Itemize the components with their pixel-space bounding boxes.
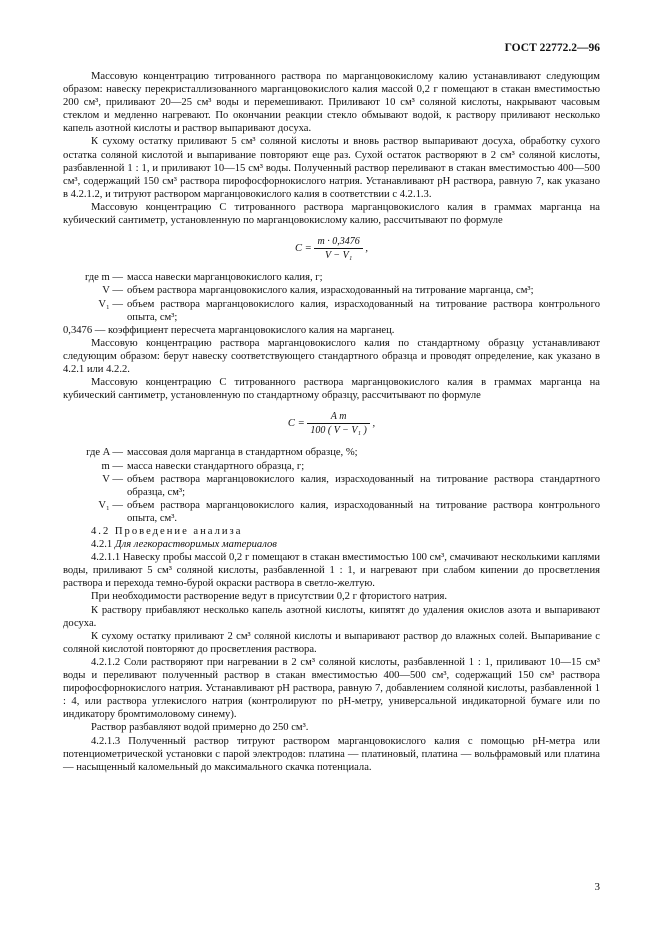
formula-numerator: m · 0,3476 bbox=[314, 235, 362, 249]
where-list-2 bbox=[63, 446, 600, 525]
paragraph: Массовую концентрацию раствора марганцовокислого калия по стандартному образцу устанавливают следующим образом: берут навеску соответствующего стандартного образца и проводят определение, как указано в 4.2.1 или 4.2.2. bbox=[63, 337, 600, 375]
where-item bbox=[63, 473, 600, 499]
paragraph: Раствор разбавляют водой примерно до 250 см³. bbox=[91, 722, 309, 734]
where-item bbox=[63, 446, 600, 459]
where-symbol: V₁ — bbox=[98, 298, 123, 310]
paragraph: К раствору прибавляют несколько капель азотной кислоты, кипятят до удаления окислов азота и выпаривают досуха. bbox=[63, 604, 600, 629]
section-heading: 4.2 Проведение анализа bbox=[91, 526, 243, 537]
formula-1 bbox=[63, 235, 600, 262]
page-number: 3 bbox=[594, 881, 600, 893]
formula-lhs: C = bbox=[294, 243, 312, 255]
paragraph: Массовую концентрацию C титрованного раствора марганцовокислого калия в граммах марганца на кубический сантиметр, установленную по стандартному образцу, рассчитывают по формуле bbox=[63, 377, 600, 402]
paragraph: 4.2.1.1 Навеску пробы массой 0,2 г помещают в стакан вместимостью 100 см³, смачивают несколькими каплями воды, приливают 5 см³ соляной кислоты, разбавленной 1 : 1, и нагревают при слабом кипении до просветления раствора и перехода темно-бурой окраски раствора в светло-желтую. bbox=[63, 552, 600, 590]
where-text: масса навески стандартного образца, г; bbox=[127, 460, 305, 472]
formula-2 bbox=[63, 410, 600, 437]
paragraph: 4.2.1.3 Полученный раствор титруют раствором марганцовокислого калия с помощью pH-метра или потенциометрической установки с парой электродов: платина — платиновый, платина — вольфрамовый или платина — насыщенный каломельный до максимального скачка потенциала. bbox=[63, 735, 600, 773]
where-symbol: V — bbox=[102, 285, 123, 297]
where-text: массовая доля марганца в стандартном образце, %; bbox=[127, 447, 358, 459]
document-body bbox=[63, 70, 600, 774]
where-item bbox=[63, 271, 600, 284]
where-symbol: где A — bbox=[86, 447, 123, 459]
where-symbol: где m — bbox=[84, 272, 123, 284]
paragraph: К сухому остатку приливают 2 см³ соляной кислоты и выпаривают раствор до влажных солей. Выпаривание с соляной кислотой повторяют до просветления раствора. bbox=[63, 630, 600, 655]
paragraph: К сухому остатку приливают 5 см³ соляной кислоты и вновь раствор выпаривают досуха, обработку сухого остатка соляной кислотой и выпаривание повторяют еще раз. Сухой остаток растворяют в 2 см³ соляной кислоты, разбавленной 1 : 1, и приливают 10—15 см³ воды. Полученный раствор переливают в стакан вместимостью 400—500 см³, содержащий 150 см³ раствора пирофосфорнокислого натрия. Устанавливают pH раствора, равную 7, как указано в 4.2.1.2, и титруют раствором марганцовокислого калия в соответствии с 4.2.1.3. bbox=[63, 136, 600, 200]
where-item bbox=[63, 298, 600, 324]
formula-denominator: V − V₁ bbox=[324, 250, 353, 262]
formula-fraction bbox=[314, 235, 362, 262]
where-text: объем раствора марганцовокислого калия, израсходованный на титрование раствора стандартного образца, см³; bbox=[127, 473, 600, 498]
where-item bbox=[63, 499, 600, 525]
formula-tail: , bbox=[372, 418, 376, 430]
where-text: объем раствора марганцовокислого калия, израсходованный на титрование раствора контрольного опыта, см³. bbox=[127, 499, 600, 524]
formula-numerator: A m bbox=[307, 410, 369, 424]
where-text: объем раствора марганцовокислого калия, израсходованный на титрование раствора контрольного опыта, см³; bbox=[127, 298, 600, 323]
paragraph: 4.2.1.2 Соли растворяют при нагревании в 2 см³ соляной кислоты, разбавленной 1 : 1, приливают 10—15 см³ воды и переливают полученный раствор в стакан вместимостью 400—500 см³, содержащий 150 см³ раствора пирофосфорнокислого натрия. Устанавливают pH раствора, равную 7, добавлением соляной кислоты, разбавленной 1 : 4, или раствора углекислого натрия (контролируют по pH-метру, универсальной индикаторной бумаге или по индикатору бромтимоловому синему). bbox=[63, 656, 600, 721]
formula-fraction bbox=[307, 410, 369, 437]
where-symbol: V — bbox=[102, 473, 123, 485]
formula-lhs: C = bbox=[287, 418, 305, 430]
subsection-heading: 4.2.1 Для легкорастворимых материалов bbox=[91, 539, 277, 551]
formula-tail: , bbox=[365, 243, 369, 255]
where-symbol: m — bbox=[101, 460, 123, 472]
formula-denominator: 100 ( V − V₁ ) bbox=[310, 425, 367, 437]
where-list-1 bbox=[63, 271, 600, 323]
document-header: ГОСТ 22772.2—96 bbox=[504, 42, 600, 54]
where-item bbox=[63, 284, 600, 297]
where-text: масса навески марганцовокислого калия, г; bbox=[127, 272, 323, 284]
where-symbol: V₁ — bbox=[98, 499, 123, 511]
where-item bbox=[63, 460, 600, 473]
paragraph: При необходимости растворение ведут в присутствии 0,2 г фтористого натрия. bbox=[91, 591, 448, 603]
paragraph: Массовую концентрацию C титрованного раствора марганцовокислого калия в граммах марганца на кубический сантиметр, установленную по марганцовокислому калию, рассчитывают по формуле bbox=[63, 201, 600, 227]
coefficient-line: 0,3476 — коэффициент пересчета марганцовокислого калия на марганец. bbox=[63, 324, 395, 336]
paragraph: Массовую концентрацию титрованного раствора по марганцовокислому калию устанавливают следующим образом: навеску перекристаллизованного марганцовокислого калия массой 0,2 г помещают в стакан вместимостью 200 см³, приливают 20—25 см³ воды и перемешивают. Приливают 10 см³ соляной кислоты, накрывают часовым стеклом и медленно нагревают. По окончании реакции стекло обмывают водой, к раствору приливают несколько капель азотной кислоты и раствор выпаривают досуха. bbox=[63, 71, 600, 135]
where-text: объем раствора марганцовокислого калия, израсходованный на титрование марганца, см³; bbox=[127, 285, 534, 297]
